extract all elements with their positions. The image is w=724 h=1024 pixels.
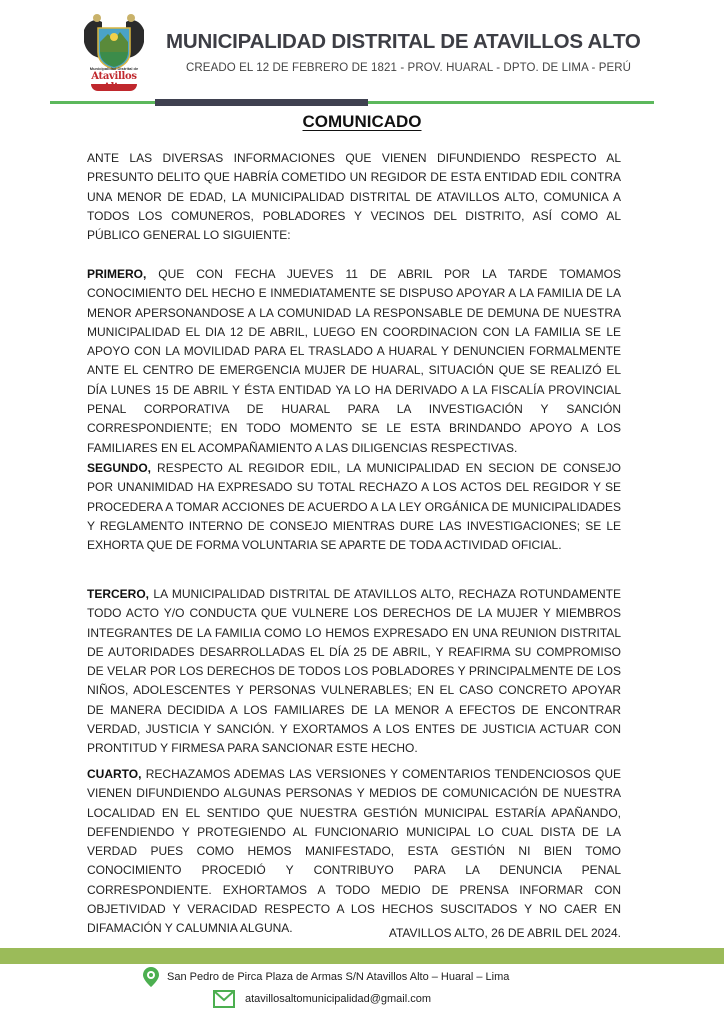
section-text: RECHAZAMOS ADEMAS LAS VERSIONES Y COMENTARIOS TENDENCIOSOS QUE VIENEN DIFUNDIENDO ALGUNAS PERSONAS Y MEDIOS DE COMUNICACIÓN DE NUESTRA LOCALIDAD EN EL SENTIDO QUE NUESTRA GESTIÓN MUNICIPAL ESTARÍA APAÑANDO, DEFENDIENDO Y PROTEGIENDO AL FUNCIONARIO MUNICIPAL LO CUAL DISTA DE LA VERDAD PUES COMO HEMOS MANIFESTADO, ESTA GESTIÓN NI BIEN TOMO CONOCIMIENTO PROCEDIÓ Y CONTRIBUYO PARA LA DENUNCIA PENAL CORRESPONDIENTE. EXHORTAMOS A TODO MEDIO DE PRENSA INFORMAR CON OBJETIVIDAD Y VERACIDAD RESPECTO A LOS HECHOS SUSCITADOS Y NO CAER EN DIFAMACIÓN Y CALUMNIA ALGUNA. xyxy=(87,767,621,936)
intro-paragraph: ANTE LAS DIVERSAS INFORMACIONES QUE VIENEN DIFUNDIENDO RESPECTO AL PRESUNTO DELITO QUE HABRÍA COMETIDO UN REGIDOR DE ESTA ENTIDAD EDIL CONTRA UNA MENOR DE EDAD, LA MUNICIPALIDAD DISTRITAL DE ATAVILLOS ALTO, COMUNICA A TODOS LOS COMUNEROS, POBLADORES Y VECINOS DEL DISTRITO, ASÍ COMO AL PÚBLICO GENERAL LO SIGUIENTE: xyxy=(87,151,621,243)
section-cuarto xyxy=(87,765,621,939)
location-pin-icon xyxy=(143,967,159,987)
logo-caption-name: Atavillos xyxy=(91,71,137,82)
footer-bar xyxy=(0,948,724,964)
section-tercero xyxy=(87,585,621,759)
footer-email xyxy=(213,990,431,1008)
place-date-signature: ATAVILLOS ALTO, 26 DE ABRIL DEL 2024. xyxy=(388,926,621,940)
document-heading: COMUNICADO xyxy=(302,112,422,131)
email-link[interactable]: atavillosaltomunicipalidad@gmail.com xyxy=(245,993,432,1005)
section-text: RESPECTO AL REGIDOR EDIL, LA MUNICIPALIDAD EN SECION DE CONSEJO POR UNANIMIDAD HA EXPRESADO SU TOTAL RECHAZO A LOS ACTOS DEL REGIDOR Y SE PROCEDERA A TOMAR ACCIONES DE ACUERDO A LA LEY ORGÁNICA DE MUNICIPALIDADES Y REGLAMENTO INTERNO DE CONSEJO MIENTRAS DURE LAS INVESTIGACIONES; SE LE EXHORTA QUE DE FORMA VOLUNTARIA SE APARTE DE TODA ACTIVIDAD OFICIAL. xyxy=(87,461,621,553)
logo-ribbon xyxy=(91,84,137,91)
section-label: PRIMERO, xyxy=(87,267,147,281)
logo-caption-small: Municipalidad Distrital de xyxy=(89,66,139,71)
section-text: LA MUNICIPALIDAD DISTRITAL DE ATAVILLOS ALTO, RECHAZA ROTUNDAMENTE TODO ACTO Y/O CONDUCTA QUE VULNERE LOS DERECHOS DE LA MUJER Y MIEMBROS INTEGRANTES DE LA FAMILIA COMO LO HEMOS EXPRESADO EN UNA REUNION DISTRITAL DE AUTORIDADES DESARROLLADAS EL DÍA 25 DE ABRIL, Y REAFIRMA SU COMPROMISO DE VELAR POR LOS DERECHOS DE TODOS LOS POBLADORES Y PRINCIPALMENTE DE LOS NIÑOS, ADOLESCENTES Y PERSONAS VULNERABLES; EN EL CASO CONCRETO APOYAR DE MANERA DECIDIDA A LOS FAMILIARES DE LA MENOR A EFECTOS DE ENCONTRAR VERDAD, JUSTICIA Y SANCIÓN. Y EXORTAMOS A LOS ENTES DE JUSTICIA ACTUAR CON PRONTITUD Y FIRMESA PARA SANCIONAR ESTE HECHO. xyxy=(87,587,621,756)
address-text: San Pedro de Pirca Plaza de Armas S/N Atavillos Alto – Huaral – Lima xyxy=(167,971,510,983)
section-label: SEGUNDO, xyxy=(87,461,152,475)
header-divider-dark xyxy=(155,99,368,106)
section-label: CUARTO, xyxy=(87,767,142,781)
footer-address xyxy=(143,967,509,987)
section-primero xyxy=(87,265,621,458)
section-label: TERCERO, xyxy=(87,587,150,601)
section-text: QUE CON FECHA JUEVES 11 DE ABRIL POR LA TARDE TOMAMOS CONOCIMIENTO DEL HECHO E INMEDIATAMENTE SE DISPUSO APOYAR A LA FAMILIA DE LA MENOR APERSONANDOSE A LA COMUNIDAD LA RESPONSABLE DE DEMUNA DE NUESTRA MUNICIPALIDAD EL DIA 12 DE ABRIL, LUEGO EN COORDINACION CON LA FAMILIA SE LE APOYO CON LA MOVILIDAD PARA EL TRASLADO A HUARAL Y DENUNCIEN FORMALMENTE ANTE EL CENTRO DE EMERGENCIA MUJER DE HUARAL, SITUACIÓN QUE SE REALIZÓ EL DÍA LUNES 15 DE ABRIL Y ÉSTA ENTIDAD YA LO HA DERIVADO A LA FISCALÍA PROVINCIAL PENAL CORPORATIVA DE HUARAL PARA LA INVESTIGACIÓN Y SANCIÓN CORRESPONDIENTE; EN TODO MOMENTO SE LE ESTA BRINDANDO APOYO A LOS FAMILIARES EN EL ACOMPAÑAMIENTO A LAS DILIGENCIAS RESPECTIVAS. xyxy=(87,267,621,455)
letterhead xyxy=(0,0,724,110)
institution-title: MUNICIPALIDAD DISTRITAL DE ATAVILLOS ALTO xyxy=(166,30,641,53)
institution-subtitle: CREADO EL 12 DE FEBRERO DE 1821 - PROV. HUARAL - DPTO. DE LIMA - PERÚ xyxy=(186,62,632,74)
envelope-icon xyxy=(213,990,235,1008)
section-segundo xyxy=(87,459,621,555)
